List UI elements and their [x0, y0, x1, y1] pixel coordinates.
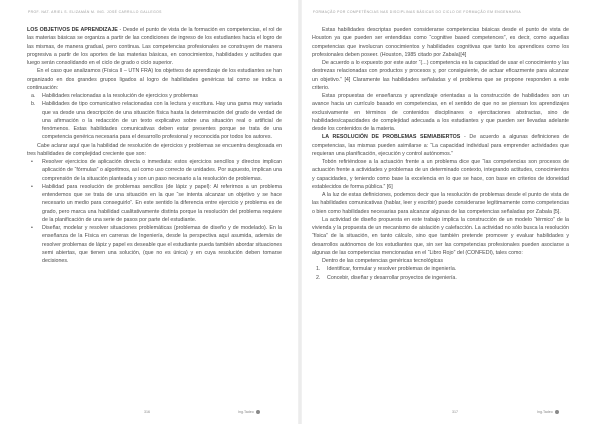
paragraph [312, 133, 569, 158]
list-item-text: Habilidades relacionadas a la resolución de ejercicios y problemas [42, 93, 199, 99]
numbered-list [312, 265, 569, 282]
paragraph: Cabe aclarar aquí que la habilidad de resolución de ejercicios y problemas se encuentra desglosada en tres habilidades de complejidad creciente que son: [27, 142, 282, 157]
list-item [27, 183, 282, 224]
list-item [27, 158, 282, 183]
list-marker: 2. [316, 274, 321, 281]
right-page [300, 0, 600, 424]
running-head: FORMAÇÃO POR COMPETÊNCIAS NAS DISCIPLINAS BÁSICAS DO CICLO DE FORMAÇÃO EM ENGENHARIA [313, 10, 522, 14]
bullet-list [27, 158, 282, 265]
section-heading: LA RESOLUCIÓN DE PROBLEMAS SEMIABIERTOS [322, 134, 461, 141]
footer-brand [537, 410, 559, 414]
bullet-marker: • [31, 159, 33, 165]
paragraph: A la luz de estas definiciones, podemos decir que la resolución de problemas desde el punto de vista de las habilidades comunicativas (hablar, leer y escribir) puede considerarse legítimamente como competencias o bien como habilidades necesarias para alcanzar algunas de las competencias señaladas por Zabala [5]. [312, 192, 569, 215]
footer-brand [238, 410, 260, 414]
paragraph: Tobón refiriéndose a la actuación frente a un problema dice que “las competencias son procesos de actuación frente a actividades y problemas de un determinado contexto, integrando actitudes, conocimientos y capacidades, y teniendo como base la excelencia en lo que se hace, con base en criterios de idoneidad establecidos de forma pública.” [6] [312, 159, 569, 190]
paragraph: De acuerdo a lo expuesto por este autor “(...) competencia es la capacidad de usar el conocimiento y las destrezas relacionadas con productos y procesos y, por consiguiente, de actuar eficazmente para alcanzar un objetivo.” [4] Claramente las habilidades señaladas y el problema que se propone responden a este criterio. [312, 60, 569, 91]
list-item [27, 224, 282, 265]
paragraph: La actividad de diseño propuesta en este trabajo implica la construcción de un modelo “térmico” de la vivienda y la propuesta de un mecanismo de aislación y calefacción. La actividad no sólo busca la resolución “física” de la situación, en tanto cálculo, sino que también pretende promover y evaluar habilidades y desarrollos autónomos de los estudiantes que, sin ser las competencias profesionales pueden asociarse a algunas de las competencias mencionadas en el “Libro Rojo” del (CONFEDI), tales como: [312, 216, 569, 256]
paragraph: Estas propuestas de enseñanza y aprendizaje orientadas a la construcción de habilidades son un avance hacia un currículo basado en competencias, en el sentido de que no se piensan los aprendizajes exclusivamente en términos de contenidos disciplinares o ejercitaciones abstractas, sino de habilidades/capacidades de complejidad adecuada a los estudiantes y que pueden ser llevadas adelante desde los contenidos de la materia. [312, 93, 569, 132]
paragraph: Dentro de las competencias genéricas tecnológicas [322, 258, 444, 264]
list-item-text: Resolver ejercicios de aplicación directa o inmediata: estos ejercicios sencillos y directos implican aplicación de “fórmulas” o algoritmos, así como uso correcto de unidades. Por supuesto, implican una comprensión de la situación planteada y son un paso necesario a la resolución de problemas. [42, 159, 282, 182]
paragraph: Estas habilidades descriptas pueden considerarse competencias básicas desde el punto de vista de Houston ya que pueden ser entendidas como “cognitive based competences”, es decir, como aquellas competencias que involucran conocimientos y habilidades cognitivas que tanto los aprendices como los profesionales deben poseer. (Houston, 1985 citado por Zabala)[4] [312, 27, 569, 58]
list-marker: b. [31, 101, 36, 108]
list-item-text: Habilidad para resolución de problemas sencillos (de lápiz y papel): Al referirnos a un problema entendemos que se trata de una situación en la que “se intenta alcanzar un objetivo y se hace necesario un medio para conseguirlo”. En este sentido la diferencia entre ejercicio y problema es de grado, pero marca una habilidad cualitativamente distinta porque la resolución del problema requiere de la planificación de una serie de pasos por parte del estudiante. [42, 183, 282, 223]
page-number: 317 [452, 410, 458, 414]
section-heading: LOS OBJETIVOS DE APRENDIZAJE [27, 27, 118, 33]
list-item-text: Concebir, diseñar y desarrollar proyectos de ingeniería. [327, 274, 457, 281]
paragraph-text: - De acuerdo a algunas definiciones de competencias, las mismas pueden asimilarse a: “La capacidad individual para emprender actividades que requieran una planificación, ejecución y control autónomos.” [312, 134, 569, 157]
paragraph-text: - Desde el punto de vista de la formación en competencias, el rol de las materias básicas se organiza a partir de las condiciones de ingreso de los estudiantes hacia el logro de las mismas, de manera gradual, pero continua. Las competencias profesionales se construyen de manera progresiva a partir de los aportes de las materias básicas, en conocimientos, habilidades y actitudes que luego serán consolidando en el ciclo de grado o ciclo superior. [27, 27, 282, 66]
body-column [312, 26, 569, 282]
footer-brand-text: Ing.Tadeo [537, 410, 553, 414]
body-column [27, 26, 282, 265]
list-item-text: Habilidades de tipo comunicativo relacionadas con la lectura y escritura. Hay una gama muy variada que va desde una descripción de una situación física hasta la determinación del grado de verdad de una afirmación o la redacción de un texto explicativo sobre una situación real o artificial de fenómenos. Estas habilidades comunicativas deben estar presentes porque se trata de una competencia genérica necesaria para el desarrollo profesional y reconocida por todos los autores. [42, 101, 282, 141]
bullet-marker: • [31, 183, 33, 190]
logo-icon [555, 410, 559, 414]
paragraph: En el caso que analizamos (Física II – UTN FRA) los objetivos de aprendizaje de los estudiantes se han organizado en dos grandes grupos ligados al logro de habilidades genéricas tal como se indica a continuación: [27, 68, 282, 91]
list-item [312, 265, 569, 273]
bullet-marker: • [31, 225, 33, 231]
list-item-text: Diseñar, modelar y resolver situaciones problemáticas (problemas de diseño y de modelado). En la enseñanza de la Física en carreras de Ingeniería, desde la perspectiva aquí asumida, además de resolver problemas de lápiz y papel es deseable que el estudiante pueda también abordar situaciones semi abiertas, que tienen una solución, (que no es única) y en cuya resolución deben tomarse decisiones. [42, 225, 282, 264]
lettered-list [27, 92, 282, 142]
running-head: PROF. NAT. ARIEL S. ELIZAMÁN M. ING. JOSÉ CARRILLO GALLEGOS [28, 10, 162, 14]
paragraph [27, 26, 282, 67]
logo-icon [256, 410, 260, 414]
list-item-text: Identificar, formular y resolver problemas de ingeniería. [327, 266, 457, 273]
list-item [27, 92, 282, 100]
page-number: 316 [144, 410, 150, 414]
list-marker: a. [31, 93, 36, 99]
footer-brand-text: Ing.Tadeo [238, 410, 254, 414]
list-item [312, 274, 569, 282]
list-marker: 1. [316, 266, 321, 273]
list-item [27, 100, 282, 141]
